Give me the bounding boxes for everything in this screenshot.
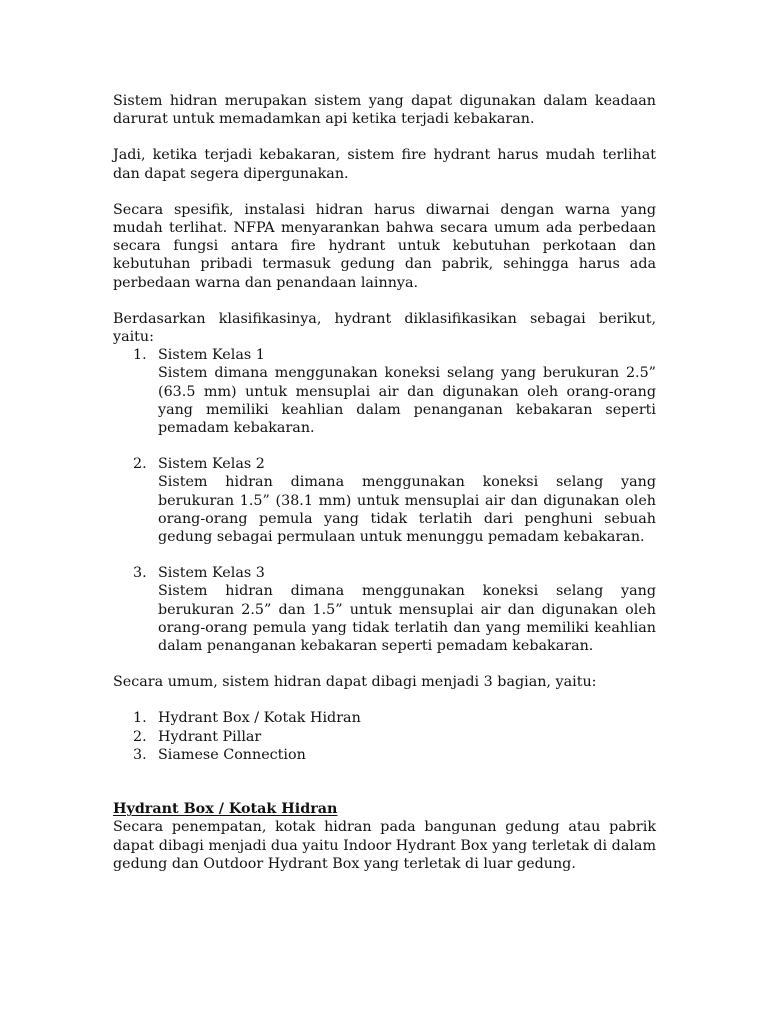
- list-number: 1.: [133, 710, 147, 727]
- list-spacer: [113, 437, 656, 455]
- class-description: Sistem hidran dimana menggunakan koneksi selang yang berukuran 1.5” (38.1 mm) untuk mensuplai air dan digunakan oleh orang-orang pemula yang tidak terlatih dari penghuni sebuah gedung sebagai permulaan untuk menunggu pemadam kebakaran.: [158, 474, 656, 546]
- class-title: Sistem Kelas 2: [158, 456, 265, 473]
- class-description: Sistem hidran dimana menggunakan koneksi selang yang berukuran 2.5” dan 1.5” untuk mensuplai air dan digunakan oleh orang-orang pemula yang tidak terlatih dan yang memiliki keahlian dalam penanganan kebakaran seperti pemadam kebakaran.: [158, 583, 656, 655]
- list-number: 3.: [133, 746, 147, 763]
- part-label: Hydrant Pillar: [158, 728, 262, 745]
- section-heading: Hydrant Box / Kotak Hidran: [113, 801, 338, 818]
- list-number: 3.: [133, 565, 147, 582]
- list-item: [113, 728, 656, 746]
- class-title: Sistem Kelas 1: [158, 347, 265, 364]
- list-item: [113, 746, 656, 764]
- document-page: [113, 92, 656, 873]
- class-description: Sistem dimana menggunakan koneksi selang yang berukuran 2.5” (63.5 mm) untuk mensuplai air dan digunakan oleh orang-orang yang memiliki keahlian dalam penanganan kebakaran seperti pemadam kebakaran.: [158, 365, 656, 437]
- visibility-paragraph: Jadi, ketika terjadi kebakaran, sistem fire hydrant harus mudah terlihat dan dapat segera dipergunakan.: [113, 147, 656, 182]
- list-number: 2.: [133, 728, 147, 745]
- parts-intro: Secara umum, sistem hidran dapat dibagi menjadi 3 bagian, yaitu:: [113, 674, 597, 691]
- intro-paragraph: Sistem hidran merupakan sistem yang dapat digunakan dalam keadaan darurat untuk memadamkan api ketika terjadi kebakaran.: [113, 93, 656, 128]
- class-list: [113, 346, 656, 655]
- class-title: Sistem Kelas 3: [158, 565, 265, 582]
- part-label: Hydrant Box / Kotak Hidran: [158, 710, 361, 727]
- list-item: [113, 346, 656, 437]
- part-label: Siamese Connection: [158, 746, 306, 763]
- list-spacer: [113, 546, 656, 564]
- list-item: [113, 455, 656, 546]
- list-item: [113, 709, 656, 727]
- list-item: [113, 564, 656, 655]
- parts-list: [113, 709, 656, 764]
- color-paragraph: Secara spesifik, instalasi hidran harus diwarnai dengan warna yang mudah terlihat. NFPA menyarankan bahwa secara umum ada perbedaan secara fungsi antara fire hydrant untuk kebutuhan perkotaan dan kebutuhan pribadi termasuk gedung dan pabrik, sehingga harus ada perbedaan warna dan penandaan lainnya.: [113, 201, 656, 291]
- spacer: [113, 655, 656, 673]
- section-body: Secara penempatan, kotak hidran pada bangunan gedung atau pabrik dapat dibagi menjadi dua yaitu Indoor Hydrant Box yang terletak di dalam gedung dan Outdoor Hydrant Box yang terletak di luar gedung.: [113, 819, 656, 872]
- classification-intro: Berdasarkan klasifikasinya, hydrant diklasifikasikan sebagai berikut, yaitu:: [113, 310, 656, 346]
- list-number: 1.: [133, 347, 147, 364]
- list-number: 2.: [133, 456, 147, 473]
